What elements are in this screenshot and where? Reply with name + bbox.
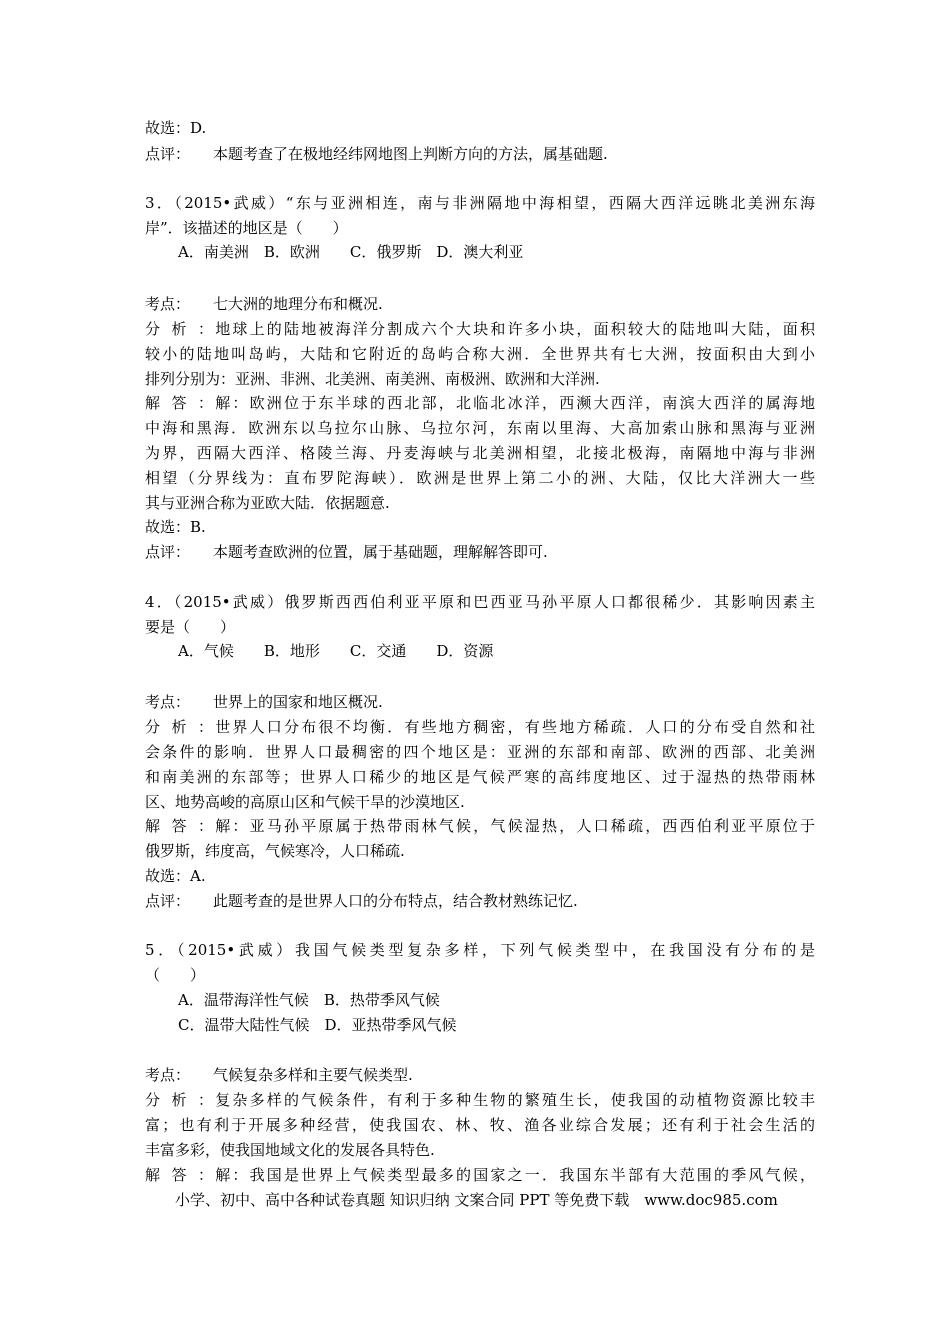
question-3-options: A．南美洲 B．欧洲 C．俄罗斯 D．澳大利亚 xyxy=(178,243,524,261)
comment-label: 点评： xyxy=(145,543,191,561)
q3-jieda-line-5: 其与亚洲合称为亚欧大陆．依据题意. xyxy=(145,494,390,512)
q4-jieda-line-2: 俄罗斯，纬度高，气候寒冷，人口稀疏. xyxy=(145,842,405,860)
q5-kaodian xyxy=(145,1065,815,1085)
question-5-options-1: A．温带海洋性气候 B．热带季风气候 xyxy=(178,991,440,1009)
q4-kaodian xyxy=(145,692,815,712)
jieda-label: 解答： xyxy=(145,394,213,412)
question-3-stem: 3．（2015•武威）“东与亚洲相连，南与非洲隔地中海相望，西隔大西洋远眺北美洲东海 xyxy=(145,194,815,212)
q3-fenxi-line-2: 较小的陆地叫岛屿，大陆和它附近的岛屿合称大洲．全世界共有七大洲，按面积由大到小 xyxy=(145,345,815,363)
kaodian-text: 气候复杂多样和主要气候类型. xyxy=(213,1066,413,1084)
question-4-stem-cont: 要是（ ） xyxy=(145,618,236,636)
q3-fenxi xyxy=(145,319,815,339)
kaodian-text: 世界上的国家和地区概况. xyxy=(213,693,383,711)
question-5-stem: 5．（2015•武威）我国气候类型复杂多样，下列气候类型中，在我国没有分布的是 xyxy=(145,941,815,959)
q3-kaodian xyxy=(145,294,815,314)
q4-answer: 故选：A. xyxy=(145,867,206,885)
q5-fenxi-line-2: 富；也有利于开展多种经营，使我国农、林、牧、渔各业综合发展；还有利于社会生活的 xyxy=(145,1116,815,1134)
fenxi-label: 分析： xyxy=(145,320,213,338)
fenxi-text: 地球上的陆地被海洋分割成六个大块和许多小块，面积较大的陆地叫大陆，面积 xyxy=(213,320,815,338)
q5-fenxi-line-3: 丰富多彩，使我国地域文化的发展各具特色. xyxy=(145,1141,435,1159)
jieda-text: 解：亚马孙平原属于热带雨林气候，气候湿热，人口稀疏，西西伯利亚平原位于 xyxy=(213,817,815,835)
q3-jieda-line-2: 中海和黑海．欧洲东以乌拉尔山脉、乌拉尔河，东南以里海、大高加索山脉和黑海与亚洲 xyxy=(145,419,815,437)
q3-fenxi-line-3: 排列分别为：亚洲、非洲、北美洲、南美洲、南极洲、欧洲和大洋洲. xyxy=(145,370,600,388)
answer-line: 故选：D. xyxy=(145,119,207,137)
question-5-stem-cont: （ ） xyxy=(145,966,206,984)
q4-fenxi-line-3: 和南美洲的东部等；世界人口稀少的地区是气候严寒的高纬度地区、过于湿热的热带雨林 xyxy=(145,768,815,786)
comment-text: 此题考查的是世界人口的分布特点，结合教材熟练记忆. xyxy=(213,892,578,910)
q4-jieda xyxy=(145,816,815,836)
q4-comment xyxy=(145,891,815,911)
kaodian-label: 考点： xyxy=(145,1066,191,1084)
jieda-text: 解：欧洲位于东半球的西北部，北临北冰洋，西濒大西洋，南滨大西洋的属海地 xyxy=(213,394,815,412)
q3-jieda-line-3: 为界，西隔大西洋、格陵兰海、丹麦海峡与北美洲相望，北接北极海，南隔地中海与非洲 xyxy=(145,444,815,462)
comment-text: 本题考查欧洲的位置，属于基础题，理解解答即可. xyxy=(213,543,548,561)
question-3-stem-cont: 岸”．该描述的地区是（ ） xyxy=(145,219,348,237)
q3-jieda-line-4: 相望（分界线为：直布罗陀海峡）．欧洲是世界上第二小的洲、大陆，仅比大洋洲大一些 xyxy=(145,469,815,487)
kaodian-label: 考点： xyxy=(145,295,191,313)
q3-jieda xyxy=(145,393,815,413)
comment-label: 点评： xyxy=(145,892,191,910)
kaodian-text: 七大洲的地理分布和概况. xyxy=(213,295,383,313)
fenxi-text: 复杂多样的气候条件，有利于多种生物的繁殖生长，使我国的动植物资源比较丰 xyxy=(213,1091,815,1109)
question-4-options: A．气候 B．地形 C．交通 D．资源 xyxy=(178,642,494,660)
q3-answer: 故选：B. xyxy=(145,518,206,536)
question-4-stem: 4．（2015•武威）俄罗斯西西伯利亚平原和巴西亚马孙平原人口都很稀少．其影响因素主 xyxy=(145,593,815,611)
fenxi-label: 分析： xyxy=(145,1091,213,1109)
page-footer: 小学、初中、高中各种试卷真题 知识归纳 文案合同 PPT 等免费下载 www.doc985.com xyxy=(175,1191,778,1209)
comment-text: 本题考查了在极地经纬网地图上判断方向的方法，属基础题. xyxy=(213,145,608,163)
jieda-text: 解：我国是世界上气候类型最多的国家之一．我国东半部有大范围的季风气候， xyxy=(213,1166,815,1184)
comment-label: 点评： xyxy=(145,145,191,163)
q3-comment xyxy=(145,542,815,562)
q4-fenxi-line-4: 区、地势高峻的高原山区和气候干旱的沙漠地区. xyxy=(145,793,465,811)
q4-fenxi xyxy=(145,717,815,737)
jieda-label: 解答： xyxy=(145,1166,213,1184)
kaodian-label: 考点： xyxy=(145,693,191,711)
question-5-options-2: C．温带大陆性气候 D．亚热带季风气候 xyxy=(178,1016,457,1034)
fenxi-text: 世界人口分布很不均衡．有些地方稠密，有些地方稀疏．人口的分布受自然和社 xyxy=(213,718,815,736)
q5-jieda xyxy=(145,1165,815,1185)
jieda-label: 解答： xyxy=(145,817,213,835)
comment-line xyxy=(145,144,815,164)
q5-fenxi xyxy=(145,1090,815,1110)
fenxi-label: 分析： xyxy=(145,718,213,736)
q4-fenxi-line-2: 会条件的影响．世界人口最稠密的四个地区是：亚洲的东部和南部、欧洲的西部、北美洲 xyxy=(145,743,815,761)
